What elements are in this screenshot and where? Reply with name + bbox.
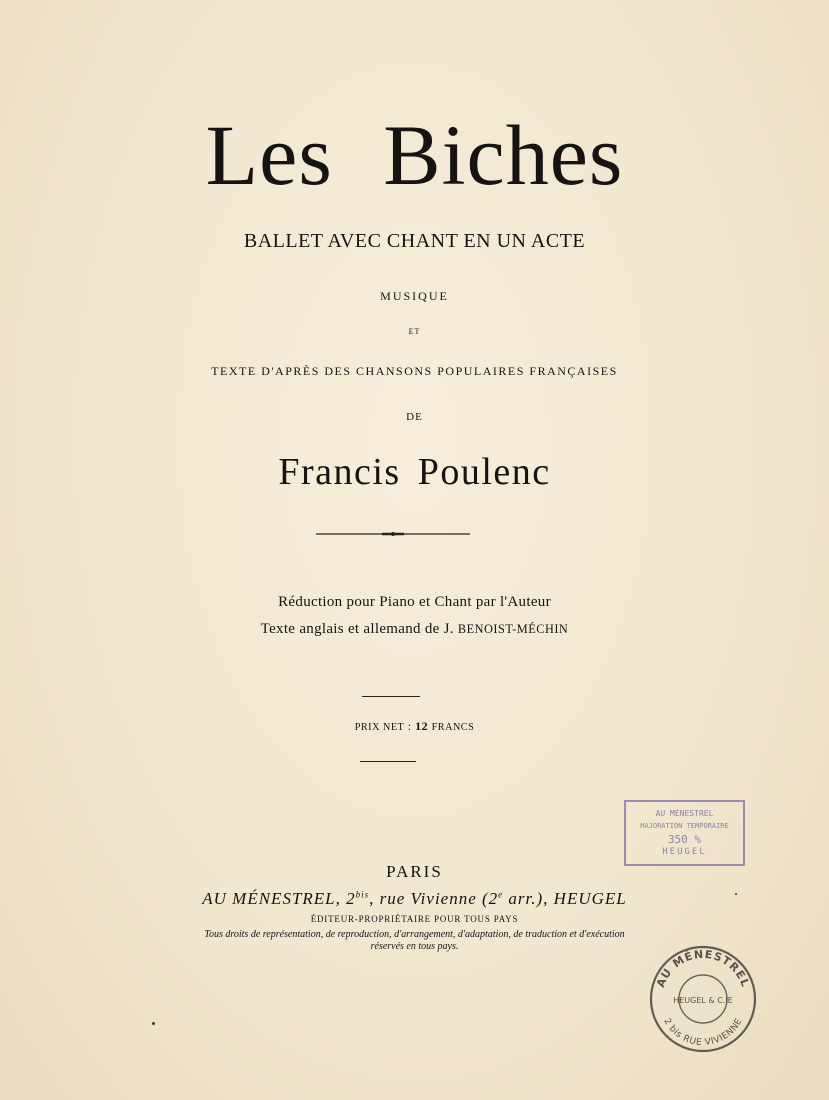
subtitle: BALLET AVEC CHANT EN UN ACTE bbox=[243, 230, 586, 252]
stamp-line-3: 350 % bbox=[667, 833, 702, 846]
de-label: DE bbox=[406, 411, 423, 423]
price-line bbox=[0, 719, 829, 734]
stamp-line-4: HEUGEL bbox=[662, 847, 707, 857]
stamp-line-2: MAJORATION TEMPORAIRE bbox=[640, 822, 729, 830]
publisher-sup-1: bis bbox=[355, 889, 370, 900]
price-separator: : bbox=[407, 719, 412, 733]
price-stamp bbox=[624, 800, 745, 866]
publisher-part-3: arr.), HEUGEL bbox=[503, 889, 627, 908]
round-stamp-outer-text: AU MÉNESTREL bbox=[653, 947, 753, 990]
ornamental-divider bbox=[316, 529, 470, 539]
publisher-part-2: , rue Vivienne (2 bbox=[369, 889, 499, 908]
imprint-city: PARIS bbox=[386, 862, 443, 881]
et-label: ET bbox=[408, 327, 421, 336]
round-stamp-bottom-text: 2 bis RUE VIVIENNE bbox=[661, 1016, 745, 1049]
price-rule-top bbox=[362, 696, 420, 697]
page-title: Les Biches bbox=[205, 107, 624, 203]
translation-credit bbox=[0, 621, 829, 638]
round-stamp-inner-text: HEUGEL & C.IE bbox=[673, 996, 733, 1005]
publisher-part-1: AU MÉNESTREL, 2 bbox=[202, 889, 356, 908]
rights-notice-2: réservés en tous pays. bbox=[370, 941, 459, 952]
publisher-address bbox=[0, 889, 829, 909]
paper-speck bbox=[152, 1022, 155, 1025]
reduction-credit: Réduction pour Piano et Chant par l'Auteur bbox=[278, 594, 551, 610]
translator-name: BENOIST-MÉCHIN bbox=[457, 622, 569, 636]
price-currency: FRANCS bbox=[431, 722, 475, 733]
publisher-sup-2: e bbox=[498, 889, 504, 900]
price-rule-bottom bbox=[360, 761, 416, 762]
musique-label: MUSIQUE bbox=[380, 289, 449, 303]
svg-text:AU MÉNESTREL bbox=[654, 948, 752, 989]
composer-name: Francis Poulenc bbox=[278, 451, 551, 493]
price-label: PRIX NET bbox=[354, 722, 405, 733]
texte-credit-line: TEXTE D'APRÈS DES CHANSONS POPULAIRES FRANÇAISES bbox=[211, 364, 618, 378]
publisher-rights-line: ÉDITEUR-PROPRIÉTAIRE POUR TOUS PAYS bbox=[310, 914, 519, 924]
publisher-round-stamp bbox=[648, 944, 758, 1054]
translation-credit-text: Texte anglais et allemand de J. bbox=[260, 621, 454, 637]
paper-speck bbox=[735, 893, 737, 895]
rights-notice-1: Tous droits de représentation, de reproduction, d'arrangement, d'adaptation, de traduction et d'exécution bbox=[204, 929, 625, 940]
svg-text:2 bis RUE VIVIENNE bbox=[661, 1017, 744, 1048]
price-amount: 12 bbox=[415, 719, 429, 733]
stamp-line-1: AU MÉNESTREL bbox=[655, 809, 714, 818]
